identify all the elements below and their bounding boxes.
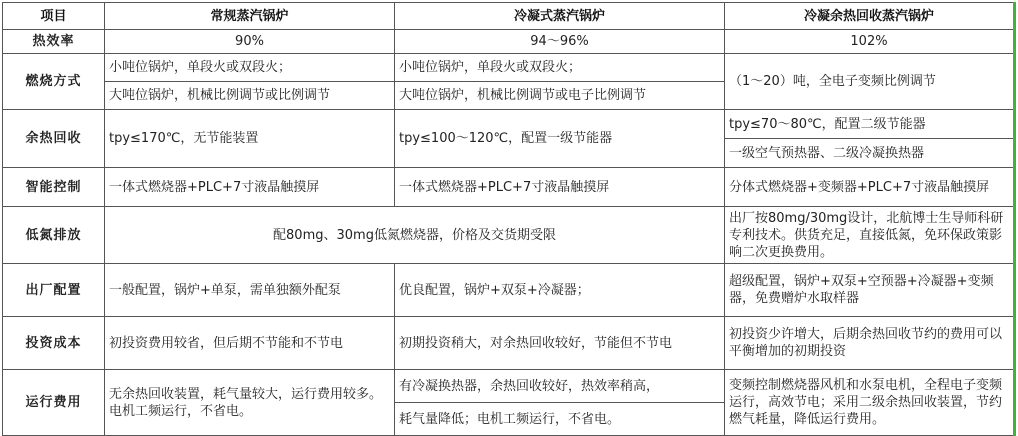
cell-combustion-recovery: （1～20）吨，全电子变频比例调节	[725, 54, 1015, 110]
cell-efficiency-condensing: 94～96%	[395, 30, 725, 54]
cell-factory-condensing: 优良配置，锅炉+双泵+冷凝器；	[395, 264, 725, 317]
cell-intel-conventional: 一体式燃烧器+PLC+7寸液晶触摸屏	[105, 168, 395, 207]
cell-nox-recovery: 出厂按80mg/30mg设计，北航博士生导师科研专利技术。供货充足，直接低氮，免环保政策影响二次更换费用。	[725, 207, 1015, 264]
cell-combustion-condensing-large: 大吨位锅炉，机械比例调节或电子比例调节	[395, 82, 725, 110]
cell-combustion-conventional-small: 小吨位锅炉，单段火或双段火；	[105, 54, 395, 82]
cell-operating-conventional: 无余热回收装置，耗气量较大，运行费用较多。电机工频运行，不省电。	[105, 370, 395, 436]
cell-invest-condensing: 初期投资稍大，对余热回收较好，节能但不节电	[395, 317, 725, 370]
cell-factory-conventional: 一般配置，锅炉+单泵，需单独额外配泵	[105, 264, 395, 317]
cell-heat-recovery-b: 一级空气预热器、二级冷凝换热器	[725, 139, 1015, 168]
header-item: 项目	[3, 3, 105, 30]
header-col-recovery: 冷凝余热回收蒸汽锅炉	[725, 3, 1015, 30]
row-operating-a	[3, 370, 1015, 403]
cell-heat-conventional: tpy≤170℃，无节能装置	[105, 110, 395, 168]
cell-combustion-condensing-small: 小吨位锅炉，单段火或双段火；	[395, 54, 725, 82]
cell-operating-recovery: 变频控制燃烧器风机和水泵电机，全程电子变频运行，高效节电；采用二级余热回收装置，节约燃气耗量，降低运行费用。	[725, 370, 1015, 436]
cell-nox-conventional-condensing: 配80mg、30mg低氮燃烧器，价格及交货期受限	[105, 207, 725, 264]
row-label-investment: 投资成本	[3, 317, 105, 370]
comparison-table	[2, 2, 1016, 436]
header-col-condensing: 冷凝式蒸汽锅炉	[395, 3, 725, 30]
row-heat-recovery-a	[3, 110, 1015, 139]
cell-invest-recovery: 初投资少许增大，后期余热回收节约的费用可以平衡增加的初期投资	[725, 317, 1015, 370]
row-label-factory-config: 出厂配置	[3, 264, 105, 317]
cell-intel-condensing: 一体式燃烧器+PLC+7寸液晶触摸屏	[395, 168, 725, 207]
row-intelligent	[3, 168, 1015, 207]
cell-heat-condensing: tpy≤100～120℃，配置一级节能器	[395, 110, 725, 168]
cell-operating-condensing-b: 耗气量降低；电机工频运行，不省电。	[395, 403, 725, 436]
row-label-intelligent: 智能控制	[3, 168, 105, 207]
cell-invest-conventional: 初投资费用较省，但后期不节能和不节电	[105, 317, 395, 370]
row-combustion-a	[3, 54, 1015, 82]
cell-factory-recovery: 超级配置，锅炉+双泵+空预器+冷凝器+变频器，免费赠炉水取样器	[725, 264, 1015, 317]
row-label-efficiency: 热效率	[3, 30, 105, 54]
cell-efficiency-recovery: 102%	[725, 30, 1015, 54]
row-label-operating: 运行费用	[3, 370, 105, 436]
cell-efficiency-conventional: 90%	[105, 30, 395, 54]
row-label-combustion: 燃烧方式	[3, 54, 105, 110]
row-low-nox	[3, 207, 1015, 264]
cell-heat-recovery-a: tpy≤70～80℃，配置二级节能器	[725, 110, 1015, 139]
row-label-heat-recovery: 余热回收	[3, 110, 105, 168]
row-label-low-nox: 低氮排放	[3, 207, 105, 264]
table-header-row	[3, 3, 1015, 30]
cell-operating-condensing-a: 有冷凝换热器，余热回收较好，热效率稍高，	[395, 370, 725, 403]
row-factory-config	[3, 264, 1015, 317]
row-investment	[3, 317, 1015, 370]
cell-combustion-conventional-large: 大吨位锅炉，机械比例调节或比例调节	[105, 82, 395, 110]
cell-intel-recovery: 分体式燃烧器+变频器+PLC+7寸液晶触摸屏	[725, 168, 1015, 207]
row-efficiency	[3, 30, 1015, 54]
header-col-conventional: 常规蒸汽锅炉	[105, 3, 395, 30]
